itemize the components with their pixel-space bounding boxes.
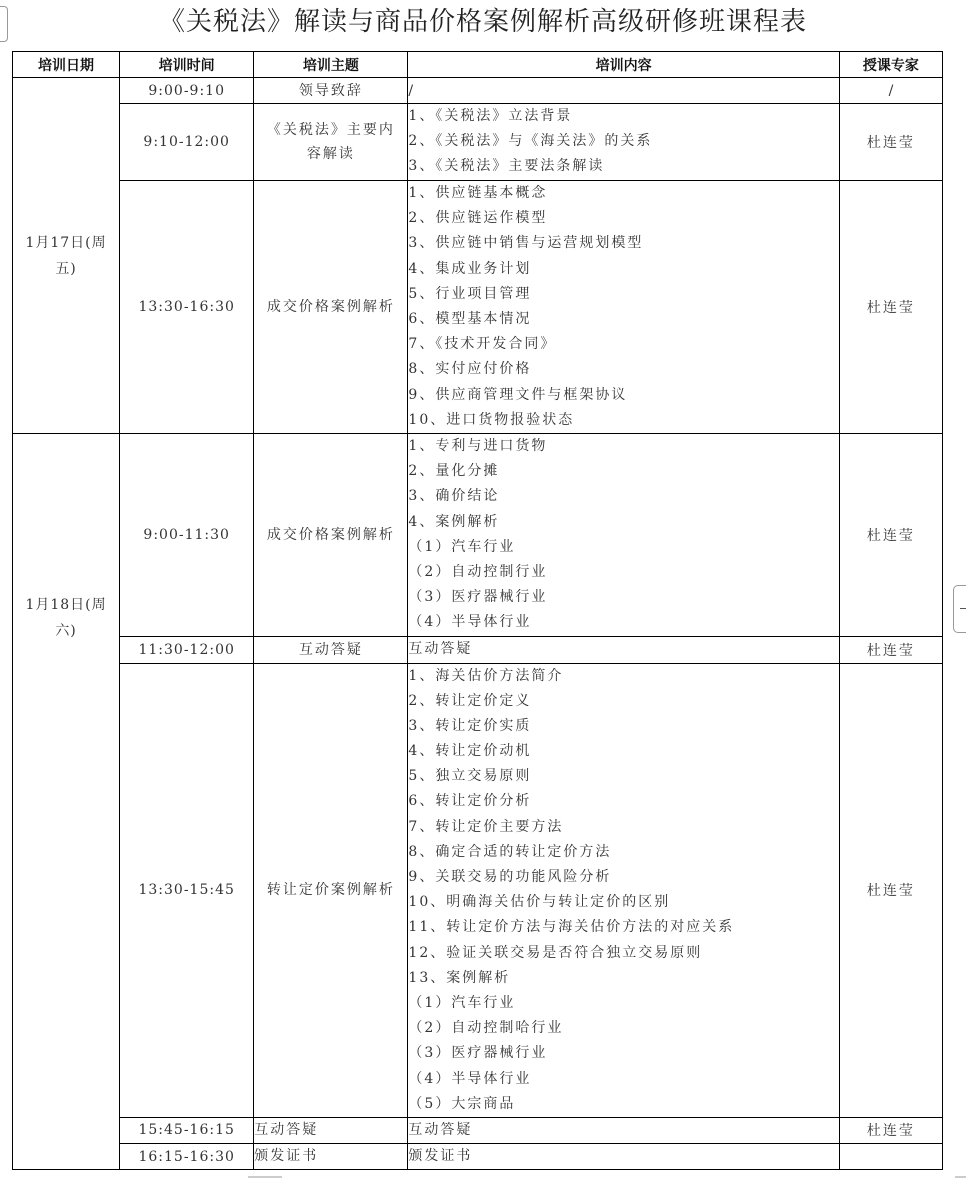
expert-cell: 杜连莹 xyxy=(839,636,942,663)
topic-cell: 成交价格案例解析 xyxy=(254,181,408,434)
time-cell: 13:30-15:45 xyxy=(120,663,254,1117)
content-line: 10、明确海关估价与转让定价的区别 xyxy=(408,894,671,911)
table-row xyxy=(13,1144,943,1170)
header-row xyxy=(13,52,943,78)
header-expert: 授课专家 xyxy=(839,52,942,78)
time-cell: 9:00-9:10 xyxy=(120,78,254,104)
time-cell: 15:45-16:15 xyxy=(120,1117,254,1143)
expert-cell: 杜连莹 xyxy=(839,663,942,1117)
content-line: 2、《关税法》与《海关法》的关系 xyxy=(408,133,653,150)
expert-cell: 杜连莹 xyxy=(839,1117,942,1143)
date-cell xyxy=(13,78,120,434)
right-edge-collapse-tab[interactable] xyxy=(953,585,966,633)
header-content: 培训内容 xyxy=(408,52,839,78)
date-text: 1月18日(周六) xyxy=(25,596,107,639)
table-row xyxy=(13,1117,943,1143)
content-line: 6、转让定价分析 xyxy=(408,793,532,810)
content-line: 4、集成业务计划 xyxy=(408,260,532,277)
content-line: 1、专利与进口货物 xyxy=(408,438,548,454)
time-cell: 11:30-12:00 xyxy=(120,636,254,663)
content-line: （2）自动控制行业 xyxy=(408,563,548,580)
content-line: 1、供应链基本概念 xyxy=(408,185,548,201)
content-line: 9、关联交易的功能风险分析 xyxy=(408,869,612,885)
content-line: （3）医疗器械行业 xyxy=(408,589,548,606)
content-line: 7、转让定价主要方法 xyxy=(408,818,564,835)
time-cell: 9:00-11:30 xyxy=(120,434,254,637)
expert-cell: 杜连莹 xyxy=(839,181,942,434)
content-line: 12、验证关联交易是否符合独立交易原则 xyxy=(408,944,703,961)
content-line: （4）半导体行业 xyxy=(408,614,532,631)
header-time: 培训时间 xyxy=(120,52,254,78)
content-cell xyxy=(408,104,839,181)
table-row xyxy=(13,434,943,637)
content-line: 3、《关税法》主要法条解读 xyxy=(408,158,605,175)
content-line: （5）大宗商品 xyxy=(408,1095,516,1112)
content-line: 13、案例解析 xyxy=(408,969,511,986)
expert-cell xyxy=(839,1144,942,1170)
content-line: （1）汽车行业 xyxy=(408,538,516,555)
content-cell: 互动答疑 xyxy=(408,1117,839,1143)
table-row xyxy=(13,636,943,663)
content-line: 2、供应链运作模型 xyxy=(408,210,548,227)
expert-cell: 杜连莹 xyxy=(839,104,942,181)
content-line: 6、模型基本情况 xyxy=(408,310,532,327)
topic-cell: 领导致辞 xyxy=(254,78,408,104)
content-cell: 互动答疑 xyxy=(408,636,839,663)
content-line: 11、转让定价方法与海关估价方法的对应关系 xyxy=(408,919,735,936)
content-cell: 颁发证书 xyxy=(408,1144,839,1170)
content-line: 5、独立交易原则 xyxy=(408,768,532,785)
time-cell: 13:30-16:30 xyxy=(120,181,254,434)
content-line: 1、《关税法》立法背景 xyxy=(408,108,573,124)
content-line: 3、供应链中销售与运营规划模型 xyxy=(408,235,644,252)
date-cell xyxy=(13,434,120,1170)
content-line: 4、转让定价动机 xyxy=(408,743,532,760)
content-cell: / xyxy=(408,78,839,104)
content-cell xyxy=(408,181,839,434)
time-cell: 16:15-16:30 xyxy=(120,1144,254,1170)
table-row xyxy=(13,104,943,181)
date-text: 1月17日(周五) xyxy=(25,234,107,277)
topic-cell: 颁发证书 xyxy=(254,1144,408,1170)
content-line: （2）自动控制哈行业 xyxy=(408,1020,564,1037)
topic-cell: 《关税法》主要内容解读 xyxy=(254,104,408,181)
content-line: 3、确价结论 xyxy=(408,488,500,505)
topic-cell: 互动答疑 xyxy=(254,1117,408,1143)
content-line: （4）半导体行业 xyxy=(408,1070,532,1087)
time-cell: 9:10-12:00 xyxy=(120,104,254,181)
table-row xyxy=(13,181,943,434)
content-cell xyxy=(408,434,839,637)
content-line: 3、转让定价实质 xyxy=(408,717,532,734)
topic-cell: 成交价格案例解析 xyxy=(254,434,408,637)
content-line: 4、案例解析 xyxy=(408,513,500,530)
topic-cell: 互动答疑 xyxy=(254,636,408,663)
content-line: 7、《技术开发合同》 xyxy=(408,336,557,353)
bottom-scroll-mark xyxy=(248,1176,282,1178)
content-line: 9、供应商管理文件与框架协议 xyxy=(408,386,628,403)
header-date: 培训日期 xyxy=(13,52,120,78)
expert-cell: / xyxy=(839,78,942,104)
content-line: 5、行业项目管理 xyxy=(408,285,532,302)
content-line: 8、实付应付价格 xyxy=(408,361,532,378)
expert-cell: 杜连莹 xyxy=(839,434,942,637)
header-topic: 培训主题 xyxy=(254,52,408,78)
content-line: 2、量化分摊 xyxy=(408,463,500,480)
topic-cell: 转让定价案例解析 xyxy=(254,663,408,1117)
content-line: 2、转让定价定义 xyxy=(408,692,532,709)
content-cell xyxy=(408,663,839,1117)
document-title: 《关税法》解读与商品价格案例解析高级研修班课程表 xyxy=(158,7,807,37)
content-line: 1、海关估价方法简介 xyxy=(408,667,564,684)
table-row xyxy=(13,78,943,104)
table-row xyxy=(13,663,943,1117)
content-line: （3）医疗器械行业 xyxy=(408,1045,548,1062)
course-schedule-table xyxy=(12,51,943,1170)
content-line: 10、进口货物报验状态 xyxy=(408,411,575,428)
content-line: 8、确定合适的转让定价方法 xyxy=(408,843,612,860)
bottom-corner-mark xyxy=(955,1176,966,1178)
content-line: （1）汽车行业 xyxy=(408,994,516,1011)
